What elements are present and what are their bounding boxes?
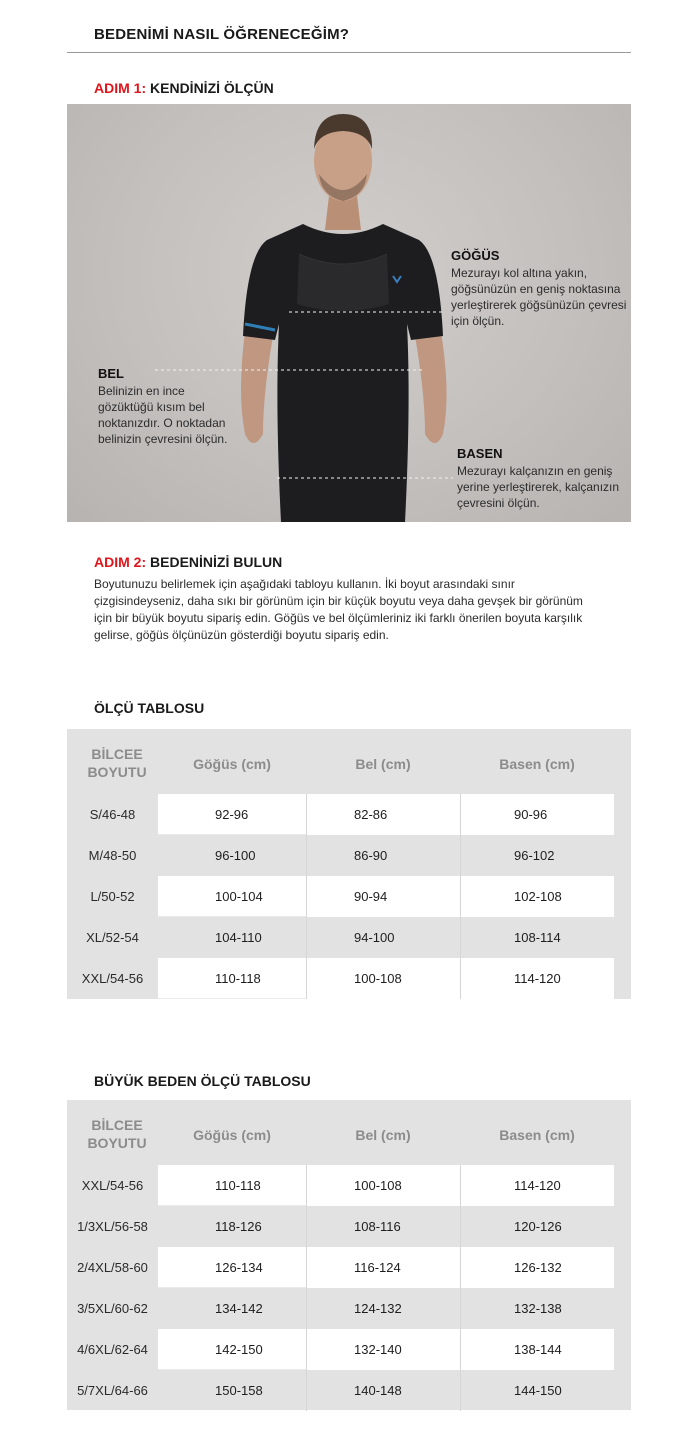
waist-cell: 132-140	[306, 1329, 460, 1370]
hip-cell: 132-138	[460, 1288, 614, 1329]
waist-cell: 140-148	[306, 1370, 460, 1411]
header-waist: Bel (cm)	[355, 1127, 411, 1143]
size-cell: XL/52-54	[86, 930, 139, 945]
chest-annotation-text: Mezurayı kol altına yakın, göğsünüzün en geniş noktasına yerleştirerek göğsünüzün çevresi için ölçün.	[451, 266, 627, 328]
header-waist: Bel (cm)	[355, 756, 411, 772]
plus-size-table	[67, 1100, 631, 1410]
table-row	[67, 1165, 631, 1206]
waist-cell: 116-124	[306, 1247, 460, 1288]
size-cell: XXL/54-56	[81, 971, 144, 986]
step-1-label: ADIM 1:	[94, 80, 147, 96]
header-size: BİLCEE BOYUTU	[87, 746, 147, 780]
size-table	[67, 729, 631, 999]
page-title: BEDENİMİ NASIL ÖĞRENECEĞİM?	[94, 26, 350, 43]
step-2-heading	[94, 554, 282, 570]
hip-cell: 114-120	[460, 1165, 614, 1206]
plus-size-table-header	[67, 1100, 631, 1165]
size-cell: 3/5XL/60-62	[77, 1301, 148, 1316]
step-2-label: ADIM 2:	[94, 554, 147, 570]
table-row	[67, 958, 631, 999]
chest-cell: 142-150	[158, 1329, 306, 1370]
hip-annotation-text: Mezurayı kalçanızın en geniş yerine yerleştirerek, kalçanızın çevresini ölçün.	[457, 464, 620, 510]
chest-cell: 100-104	[158, 876, 306, 917]
waist-cell: 124-132	[306, 1288, 460, 1329]
title-divider	[67, 52, 631, 53]
table-row	[67, 876, 631, 917]
chest-cell: 104-110	[215, 930, 262, 945]
chest-cell: 110-118	[158, 958, 306, 999]
table-row	[67, 1206, 631, 1247]
chest-cell: 150-158	[215, 1383, 263, 1398]
instructions-paragraph: Boyutunuzu belirlemek için aşağıdaki tabloyu kullanın. İki boyut arasındaki sınır çizgisindeyseniz, daha sıkı bir görünüm için bir küçük boyutu veya daha gevşek bir görünüm için bir büyük boyutu sipariş edin. Göğüs ve bel ölçümleriniz iki farklı önerilen boyuta karşılık gelirse, göğüs ölçünüzün gösterdiği boyutu sipariş edin.	[94, 577, 583, 642]
waist-cell: 82-86	[306, 794, 460, 835]
size-cell: L/50-52	[90, 889, 135, 904]
hip-cell: 138-144	[460, 1329, 614, 1370]
size-cell: 5/7XL/64-66	[77, 1383, 148, 1398]
header-chest: Göğüs (cm)	[193, 756, 271, 772]
chest-annotation-title: GÖĞÜS	[451, 248, 500, 263]
hip-cell: 96-102	[460, 835, 614, 876]
hip-cell: 120-126	[460, 1206, 614, 1247]
measurement-figure	[67, 104, 631, 522]
hip-cell: 126-132	[460, 1247, 614, 1288]
table-row	[67, 1288, 631, 1329]
hip-annotation-title: BASEN	[457, 446, 503, 461]
header-hip: Basen (cm)	[499, 756, 575, 772]
header-hip: Basen (cm)	[499, 1127, 575, 1143]
plus-size-table-title: BÜYÜK BEDEN ÖLÇÜ TABLOSU	[94, 1073, 311, 1089]
hip-annotation	[457, 446, 627, 511]
table-row	[67, 917, 631, 958]
table-row	[67, 835, 631, 876]
hip-cell: 102-108	[460, 876, 614, 917]
size-cell: XXL/54-56	[81, 1178, 144, 1193]
chest-cell: 118-126	[215, 1219, 262, 1234]
waist-annotation-text: Belinizin en ince gözüktüğü kısım bel noktanızdır. O noktadan belinizin çevresini ölçün.	[98, 384, 228, 446]
size-cell: M/48-50	[88, 848, 137, 863]
chest-cell: 126-134	[158, 1247, 306, 1288]
waist-annotation	[98, 366, 228, 447]
step-1-title: KENDİNİZİ ÖLÇÜN	[150, 80, 274, 96]
chest-cell: 96-100	[215, 848, 256, 863]
table-row	[67, 1329, 631, 1370]
size-cell: 4/6XL/62-64	[77, 1342, 148, 1357]
hip-cell: 144-150	[460, 1370, 614, 1411]
size-table-header	[67, 729, 631, 794]
table-row	[67, 794, 631, 835]
hip-cell: 90-96	[460, 794, 614, 835]
step-1-heading	[94, 80, 274, 96]
waist-cell: 108-116	[306, 1206, 460, 1247]
waist-cell: 94-100	[306, 917, 460, 958]
chest-annotation	[451, 248, 631, 329]
waist-cell: 100-108	[306, 958, 460, 999]
size-cell: S/46-48	[89, 807, 136, 822]
waist-cell: 86-90	[306, 835, 460, 876]
step-2-title: BEDENİNİZİ BULUN	[150, 554, 283, 570]
table-row	[67, 1370, 631, 1411]
chest-cell: 92-96	[158, 794, 306, 835]
chest-cell: 110-118	[158, 1165, 306, 1206]
waist-cell: 100-108	[306, 1165, 460, 1206]
waist-cell: 90-94	[306, 876, 460, 917]
table-row	[67, 1247, 631, 1288]
waist-annotation-title: BEL	[98, 366, 124, 381]
size-table-title: ÖLÇÜ TABLOSU	[94, 700, 205, 716]
size-cell: 2/4XL/58-60	[77, 1260, 148, 1275]
hip-cell: 108-114	[460, 917, 614, 958]
size-cell: 1/3XL/56-58	[77, 1219, 148, 1234]
header-size: BİLCEE BOYUTU	[87, 1117, 147, 1151]
header-chest: Göğüs (cm)	[193, 1127, 271, 1143]
chest-cell: 134-142	[215, 1301, 263, 1316]
hip-cell: 114-120	[460, 958, 614, 999]
